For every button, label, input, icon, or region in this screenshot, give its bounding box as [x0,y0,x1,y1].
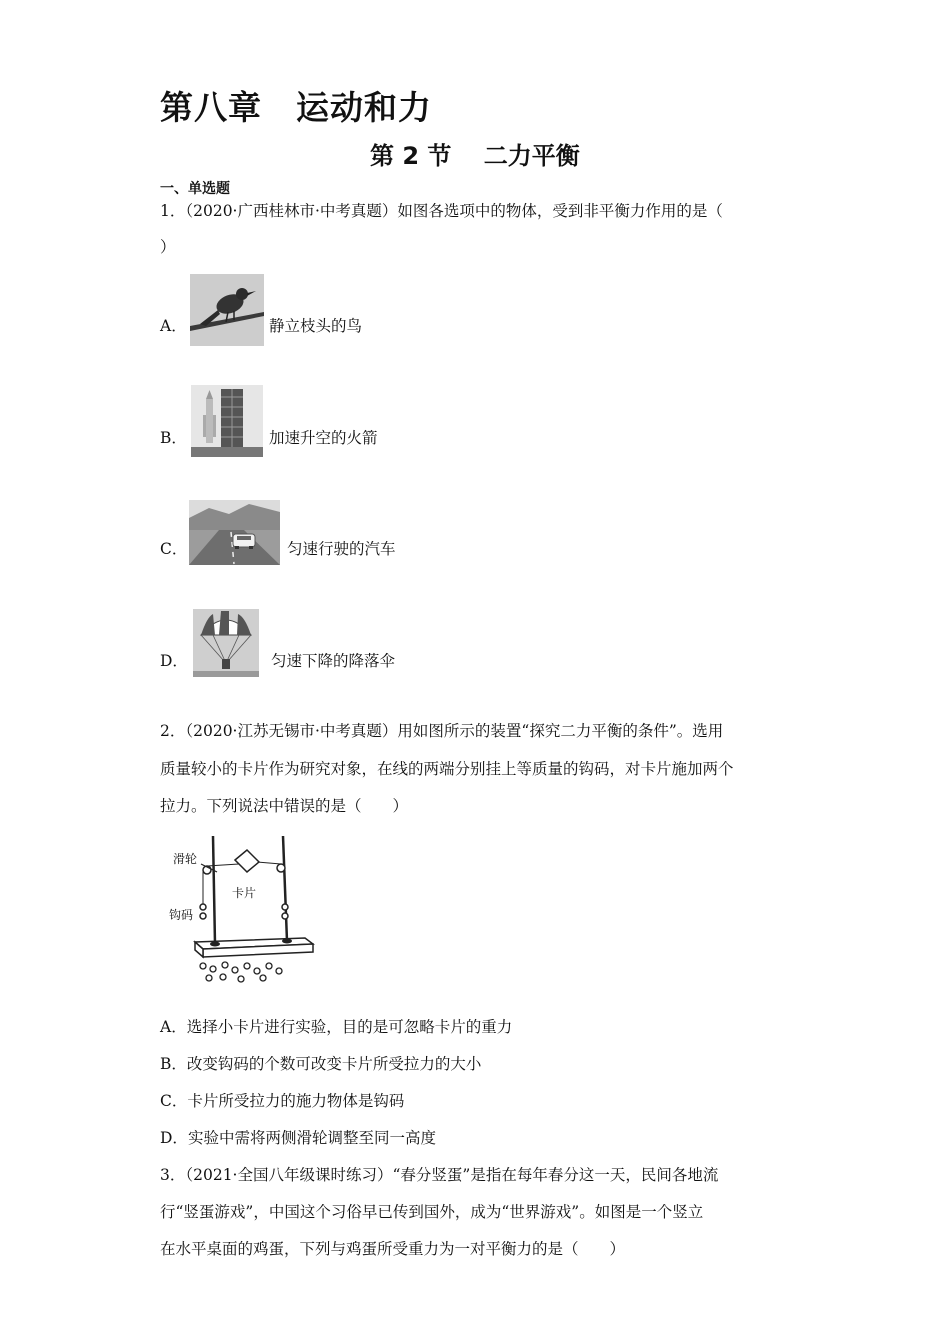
chapter-title: 第八章 运动和力 [160,88,432,127]
q2-option-d-letter: D． [160,1129,188,1147]
q1-option-d-letter: D． [160,652,188,670]
car-on-road-image [189,500,280,565]
parachute-image [193,609,259,677]
q1-stem-line1: 1．（2020·广西桂林市·中考真题）如图各选项中的物体，受到非平衡力作用的是（ [160,202,723,220]
q1-option-b-letter: B． [160,429,187,447]
q1-option-c-letter: C． [160,540,188,558]
q2-stem-line2: 质量较小的卡片作为研究对象，在线的两端分别挂上等质量的钩码，对卡片施加两个 [160,760,734,778]
section-heading: 一、单选题 [160,181,230,197]
q2-option-b-letter: B． [160,1055,187,1073]
q2-option-c-text: 卡片所受拉力的施力物体是钩码 [187,1092,405,1110]
q1-option-d-text: 匀速下降的降落伞 [271,652,396,670]
q1-option-c-text: 匀速行驶的汽车 [287,540,396,558]
q1-option-a-text: 静立枝头的鸟 [269,317,363,335]
q2-option-c-letter: C． [160,1092,188,1110]
q1-option-b-text: 加速升空的火箭 [269,429,378,447]
q2-option-a-letter: A． [160,1018,187,1036]
q2-option-d-text: 实验中需将两侧滑轮调整至同一高度 [187,1129,436,1147]
figure-label-pulley: 滑轮 [173,852,198,866]
q1-option-a-letter: A． [160,317,187,335]
figure-label-card: 卡片 [232,886,257,900]
q2-option-d [160,1131,436,1147]
q3-stem-line2: 行“竖蛋游戏”，中国这个习俗早已传到国外，成为“世界游戏”。如图是一个竖立 [160,1203,704,1221]
q3-stem-line1: 3．（2021·全国八年级课时练习）“春分竖蛋”是指在每年春分这一天，民间各地流 [160,1166,719,1184]
rocket-launch-image [191,385,263,457]
section-title: 第 2 节 二力平衡 [370,142,580,170]
q3-stem-line3: 在水平桌面的鸡蛋，下列与鸡蛋所受重力为一对平衡力的是（ ） [160,1240,626,1258]
two-force-balance-apparatus-figure [165,834,315,986]
q2-option-b-text: 改变钩码的个数可改变卡片所受拉力的大小 [186,1055,482,1073]
q1-stem-line2: ） [160,238,176,256]
q2-option-b [160,1057,481,1073]
q2-option-a [160,1020,512,1036]
q2-option-c [160,1094,404,1110]
q2-stem-line3: 拉力。下列说法中错误的是（ ） [160,797,409,815]
q2-stem-line1: 2．（2020·江苏无锡市·中考真题）用如图所示的装置“探究二力平衡的条件”。选用 [160,722,724,740]
bird-on-branch-image [190,274,264,346]
q2-option-a-text: 选择小卡片进行实验，目的是可忽略卡片的重力 [186,1018,513,1036]
figure-label-weight: 钩码 [169,908,194,922]
